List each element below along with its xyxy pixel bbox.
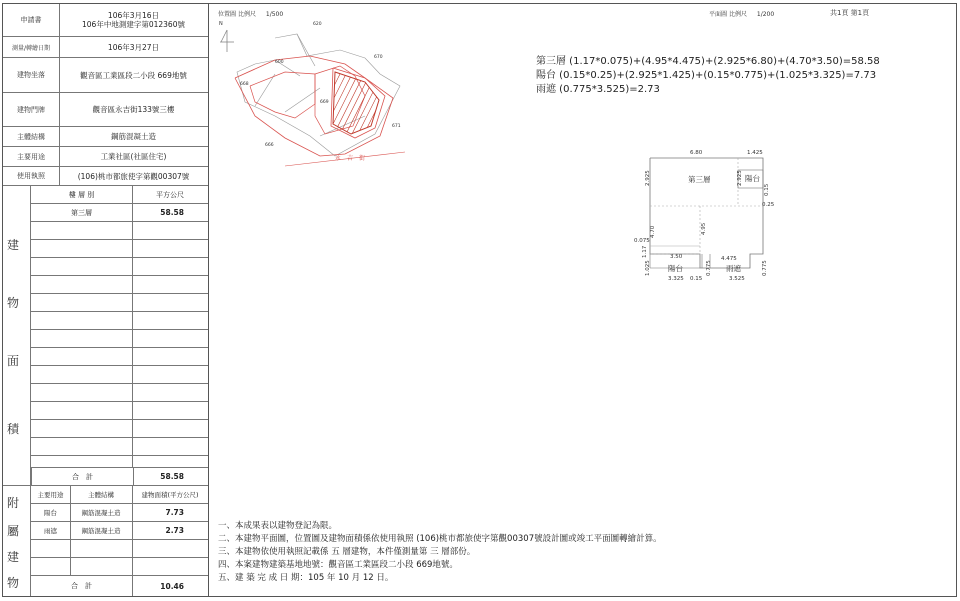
empty-row [31,294,208,312]
dim-inner: 2.925 [737,170,743,186]
floor-row [31,204,208,222]
area-header: 平方公尺 [156,190,184,199]
area-char-3: 面 [7,354,20,368]
parcel-label: 669 [320,100,329,105]
applicant-number: 106年中地測建字第012360號 [82,20,185,29]
license-label: 使用執照 [3,167,60,185]
dim-top: 1.425 [747,150,763,156]
note-line: 三、本建物依使用執照記載係 五 層建物，本件僅測量第 三 層部份。 [218,547,476,557]
empty-row [31,558,208,576]
attach-use: 雨遮 [31,522,71,539]
dim-bottom: 0.775 [762,260,768,276]
door-value: 觀音區永吉街133號三樓 [92,105,175,114]
floor-plan-drawing [640,150,770,285]
north-label: N [219,21,223,27]
dim-bottom: 3.325 [668,276,684,282]
attach-area-header: 建物面積(平方公尺) [141,491,199,499]
canopy-label: 雨遮 [726,264,741,273]
building-info-table [3,4,209,596]
plan-title: 平面圖 [709,11,728,18]
license-row [3,167,208,186]
floor-header-row [31,186,208,204]
note-line: 四、本案建物建築基地地號：觀音區工業區段二小段 669地號。 [218,560,458,570]
attach-block-label [3,486,31,596]
structure-value: 鋼筋混凝土造 [111,132,156,141]
attach-char-4: 物 [7,576,20,590]
dim-bottom: 3.525 [729,276,745,282]
attach-total-label: 合 計 [31,576,133,596]
street-label: 永 吉 街 [335,155,366,162]
attach-use: 陽台 [31,504,71,521]
attach-total-row [31,576,208,596]
dim-left: 1.025 [645,260,651,276]
attach-row [31,504,208,522]
attach-structure-header: 主體結構 [70,486,133,503]
empty-row [31,456,208,468]
dim-bottom: 0.15 [690,276,703,282]
subtotal-row [3,468,208,486]
empty-row [31,222,208,240]
floor-name: 第三層 [31,204,133,221]
use-label: 主要用途 [3,147,60,166]
dim-left: 0.075 [634,238,650,244]
door-row [3,93,208,127]
plan-scale: 1/200 [756,11,775,18]
site-row [3,58,208,93]
subtotal-value: 58.58 [160,472,184,481]
empty-row [31,420,208,438]
dim-left: 1.17 [642,245,648,258]
area-char-1: 建 [7,238,20,252]
parcel-label: 600 [275,60,284,65]
empty-row [31,438,208,456]
attach-structure: 鋼筋混凝土造 [70,504,133,521]
structure-label: 主體結構 [3,127,60,146]
dim-left: 2.925 [645,170,651,186]
subtotal-label: 合 計 [31,468,134,485]
area-char-2: 物 [7,296,20,310]
dim-inner: 4.95 [701,222,707,235]
location-map-drawing [215,16,415,186]
dim-inner: 0.25 [762,202,775,208]
empty-row [31,540,208,558]
empty-row [31,330,208,348]
floor-area: 58.58 [160,208,184,217]
formula-floor: 第三層 (1.17*0.075)+(4.95*4.475)+(2.925*6.80)+(4.70*3.50)=58.58 [536,56,880,67]
empty-row [31,258,208,276]
dim-top: 6.80 [690,150,703,156]
survey-date: 106年3月27日 [107,42,160,52]
attach-char-3: 建 [7,550,20,564]
empty-row [31,240,208,258]
attach-total-value: 10.46 [160,581,184,591]
empty-row [31,348,208,366]
parcel-label: 668 [240,82,249,87]
dim-inner: 4.475 [721,256,737,262]
parcel-label: 666 [265,143,274,148]
note-line: 一、本成果表以建物登記為限。 [218,521,338,531]
use-row [3,147,208,167]
location-map-title: 位置圖 [218,11,237,18]
attach-row [31,522,208,540]
formula-canopy: 雨遮 (0.775*3.525)=2.73 [536,84,660,95]
floor-label: 第三層 [688,175,711,184]
empty-row [31,276,208,294]
note-line: 二、本建物平面圖，位置圖及建物面積係依使用執照 (106)桃市都旅使字第觀00307號設計圖或竣工平面圖轉繪計算。 [218,534,662,544]
dim-left: 4.70 [650,225,656,238]
area-char-4: 積 [7,422,20,436]
applicant-row [3,4,208,37]
parcel-label: 670 [374,55,383,60]
floor-header: 樓 層 別 [31,186,133,203]
empty-row [31,384,208,402]
formula-balcony: 陽台 (0.15*0.25)+(2.925*1.425)+(0.15*0.775)+(1.025*3.325)=7.73 [536,70,877,81]
site-value: 觀音區工業區段二小段 669地號 [80,70,187,80]
location-scale-label: 比例尺 [237,11,256,18]
dim-bottom: 0.775 [706,260,712,276]
empty-row [31,366,208,384]
empty-row [31,402,208,420]
attach-header-row [31,486,208,504]
door-label: 建物門牌 [3,93,60,126]
use-value: 工業社區(社區住宅) [100,152,167,161]
balcony-label-top: 陽台 [745,174,760,183]
structure-row [3,127,208,147]
balcony-label-bottom: 陽台 [668,264,683,273]
page-count: 共1頁 第1頁 [830,9,870,17]
attach-area: 2.73 [165,526,184,535]
site-label: 建物坐落 [3,58,60,92]
attach-char-1: 附 [7,496,20,510]
plan-scale-label: 比例尺 [728,11,747,18]
applicant-date: 106年3月16日 [107,11,160,20]
attach-char-2: 屬 [7,524,20,538]
license-value: (106)桃市都旅使字第觀00307號 [77,171,190,181]
attach-area: 7.73 [165,508,184,517]
attach-structure: 鋼筋混凝土造 [70,522,133,539]
dim-inner: 3.50 [670,254,683,260]
empty-row [31,312,208,330]
location-scale: 1/500 [265,11,284,18]
dim-inner: 0.15 [764,183,770,196]
parcel-label: 620 [313,22,322,27]
parcel-label: 671 [392,124,401,129]
note-line: 五、建 築 完 成 日 期：105 年 10 月 12 日。 [218,573,394,583]
applicant-label: 申請書 [3,4,60,36]
survey-date-label: 測量/轉繪日期 [3,37,60,57]
survey-date-row [3,37,208,58]
area-block-label [3,186,31,486]
attach-use-header: 主要用途 [31,486,71,503]
